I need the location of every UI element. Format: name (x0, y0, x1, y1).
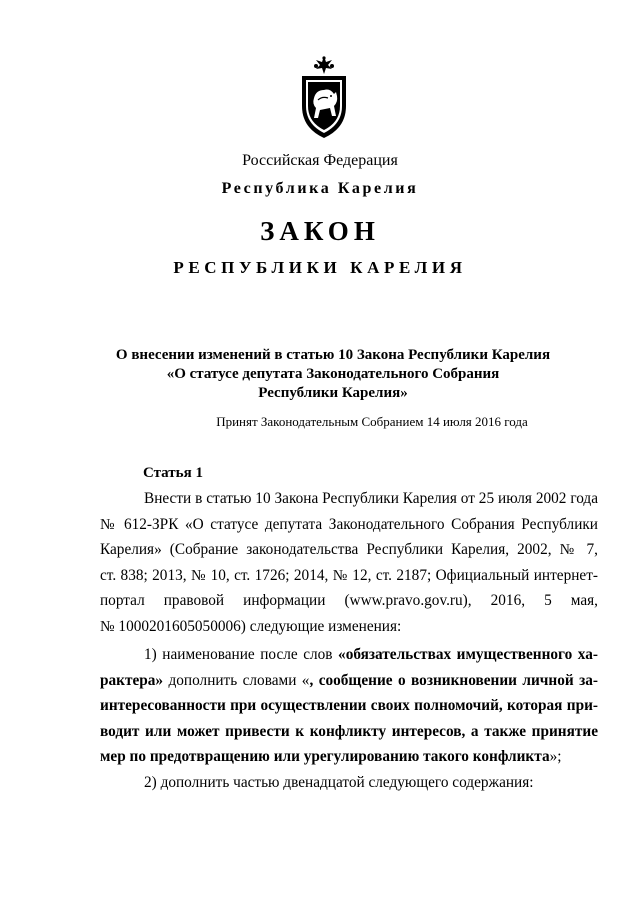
paragraph-line (100, 668, 598, 694)
law-title: ЗАКОН (260, 216, 380, 246)
item-text-bold: рактера» (100, 671, 164, 689)
paragraph-line (100, 719, 598, 745)
amendment-item-1 (100, 642, 598, 770)
subject-line: Республики Карелия» (258, 385, 408, 401)
law-subject (112, 346, 554, 403)
paragraph-line: № 612-ЗРК «О статусе депутата Законодательного Собрания Республики (100, 515, 598, 533)
paragraph-line (100, 693, 598, 719)
paragraph-line (100, 642, 598, 668)
subject-line: О внесении изменений в статью 10 Закона Республики Карелия (115, 347, 551, 363)
country-name: Российская Федерация (242, 152, 398, 169)
item-text-bold: водит или может привести к конфликту интересов, а также принятие (100, 722, 598, 740)
article-heading: Статья 1 (143, 465, 203, 481)
law-subtitle: РЕСПУБЛИКИ КАРЕЛИЯ (173, 258, 467, 277)
adoption-note: Принят Законодательным Собранием 14 июля 2016 года (216, 414, 528, 429)
paragraph-line: Карелия» (Собрание законодательства Республики Карелия, 2002, № 7, (100, 541, 598, 558)
item-text-bold: мер по предотвращению или урегулированию такого конфликта (100, 748, 550, 765)
karelia-coat-of-arms-emblem (296, 54, 352, 140)
paragraph-line (100, 744, 598, 770)
article-intro-paragraph (100, 486, 598, 639)
item-text: дополнить словами « (163, 671, 310, 689)
subject-line: «О статусе депутата Законодательного Собрания (166, 366, 500, 382)
paragraph-line: ст. 838; 2013, № 10, ст. 1726; 2014, № 12, ст. 2187; Официальный интернет- (100, 566, 598, 584)
paragraph-line: № 1000201605050006) следующие изменения: (100, 617, 402, 635)
item-text-bold: интересованности при осуществлении своих полномочий, которая при- (100, 697, 598, 714)
paragraph-line: 2) дополнить частью двенадцатой следующего содержания: (144, 774, 534, 791)
item-text-bold: , сообщение о возникновении личной за- (309, 671, 598, 689)
item-text: »; (549, 748, 562, 765)
paragraph-line: портал правовой информации (www.pravo.gov.ru), 2016, 5 мая, (100, 592, 598, 609)
republic-name: Республика Карелия (221, 180, 419, 197)
amendment-item-2 (100, 770, 598, 796)
item-text-bold: «обязательствах имущественного ха- (338, 646, 598, 663)
paragraph-line: Внести в статью 10 Закона Республики Карелия от 25 июля 2002 года (144, 490, 598, 507)
item-text: 1) наименование после слов (144, 646, 339, 663)
